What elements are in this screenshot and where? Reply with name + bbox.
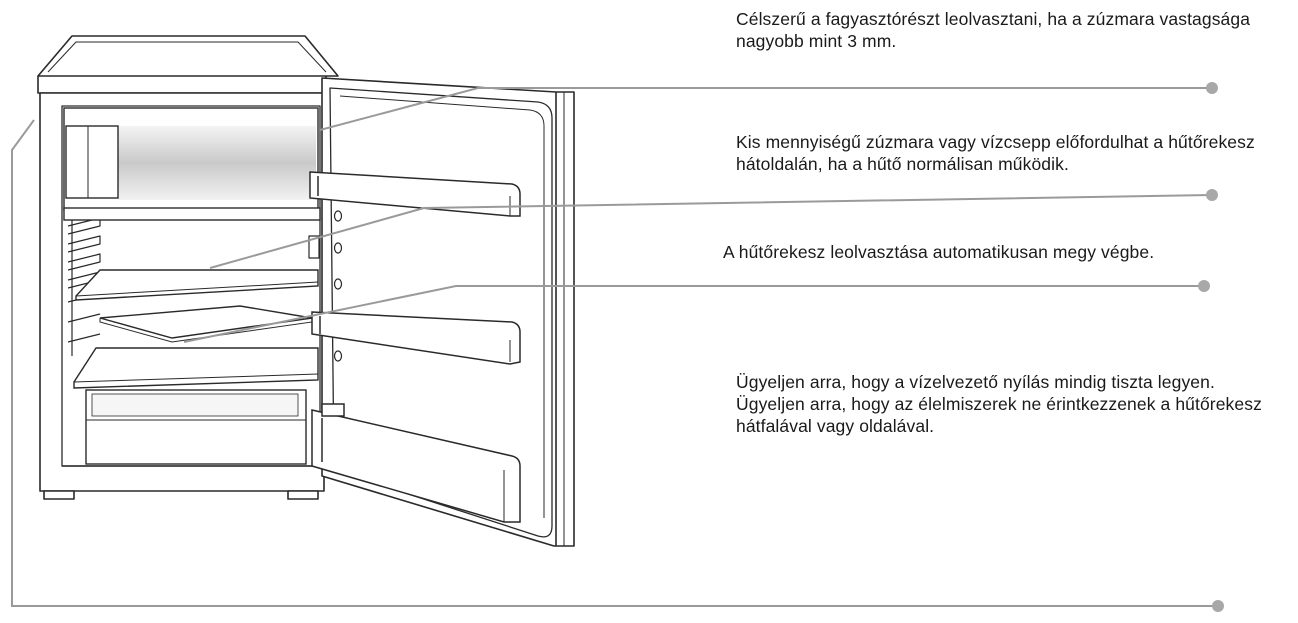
- crisper-drawer: [86, 390, 306, 464]
- freezer-compartment: [64, 108, 320, 220]
- callout-dot: [1198, 280, 1210, 292]
- note-freezer-defrost: Célszerű a fagyasztórészt leolvasztani, ha a zúzmara vastagsága nagyobb mint 3 mm.: [736, 9, 1251, 51]
- note-drain-and-food: Ügyeljen arra, hogy a vízelvezető nyílás mindig tiszta legyen. Ügyeljen arra, hogy az élelmiszerek ne érintkezzenek a hűtőrekesz hátfalával vagy oldalával.: [736, 372, 1262, 436]
- callout-dot: [1212, 600, 1224, 612]
- frost-area: [118, 126, 316, 200]
- note-frost-on-back-wall: Kis mennyiségű zúzmara vagy vízcsepp előfordulhat a hűtőrekesz hátoldalán, ha a hűtő normálisan működik.: [736, 132, 1255, 174]
- fridge-foot: [44, 491, 74, 499]
- callout-dot: [1206, 189, 1218, 201]
- freezer-door-handle: [66, 126, 118, 198]
- note-automatic-defrost: A hűtőrekesz leolvasztása automatikusan megy végbe.: [723, 242, 1155, 262]
- callout-dot: [1206, 82, 1218, 94]
- fridge-foot: [288, 491, 318, 499]
